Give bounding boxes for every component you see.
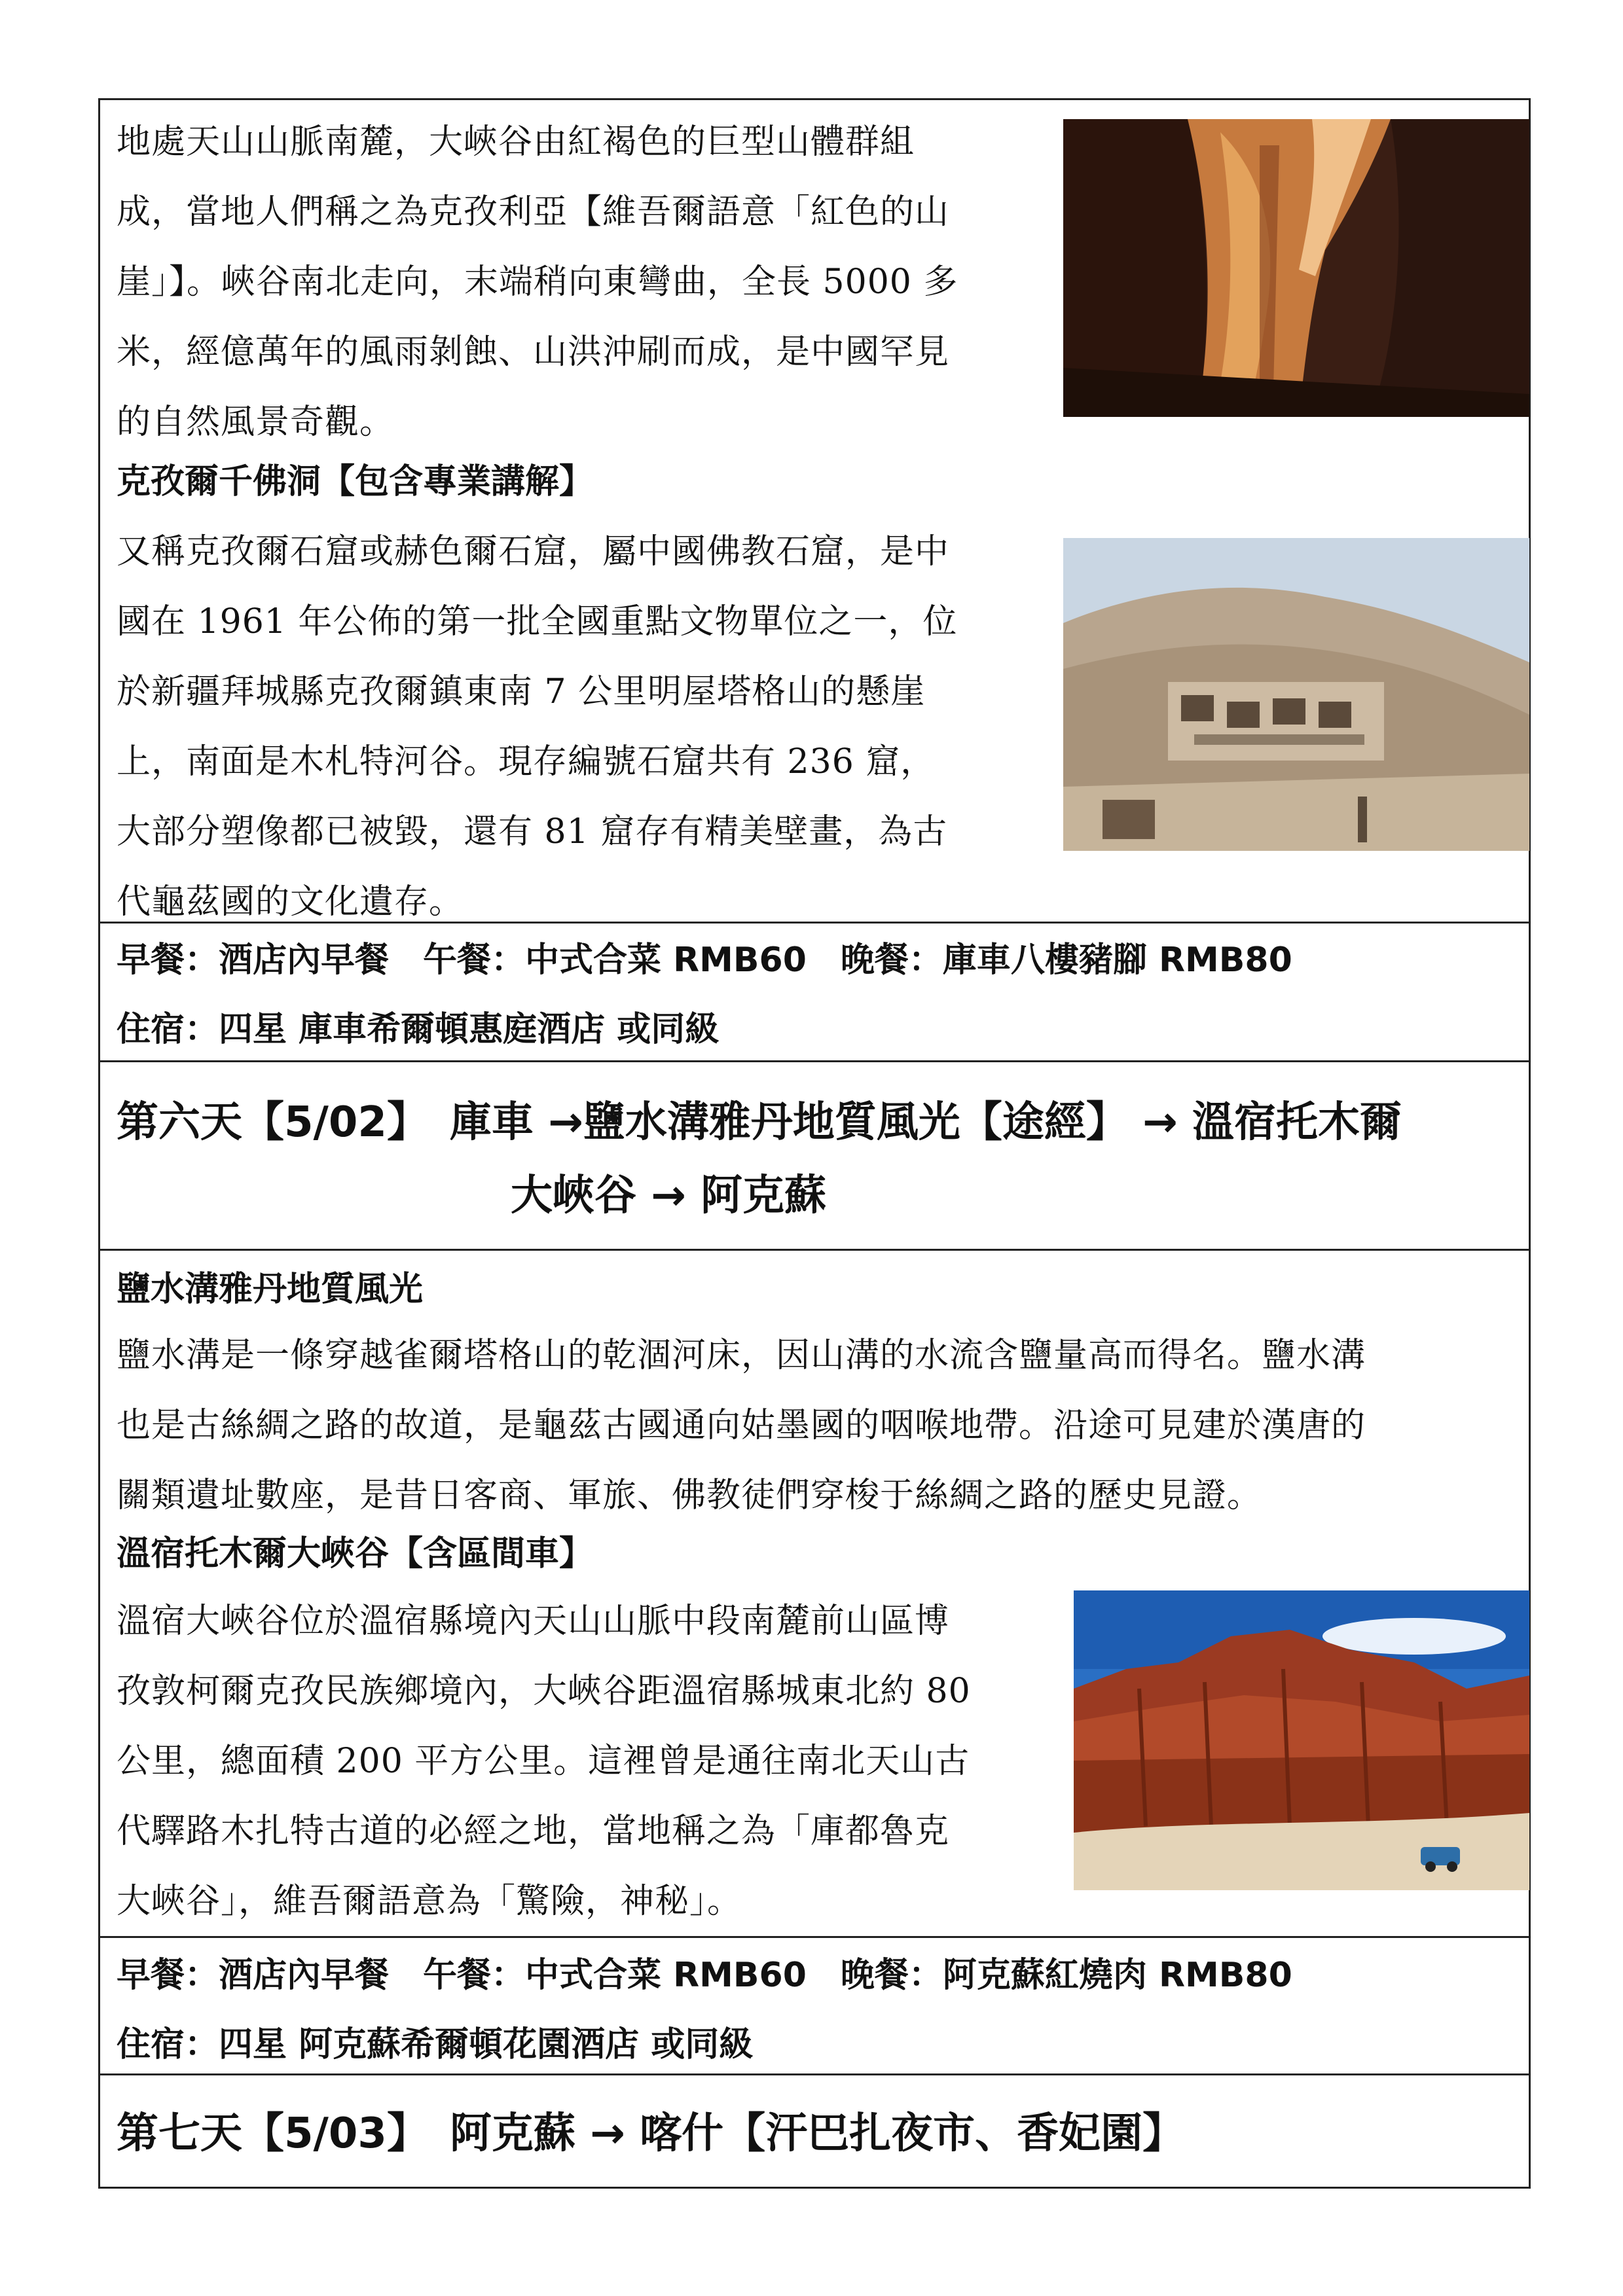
kizil-caves-heading: 克孜爾千佛洞【包含專業講解】 <box>117 462 594 501</box>
day6-title-continued: 大峽谷 → 阿克蘇 <box>511 1172 827 1220</box>
text-line: 大峽谷」，維吾爾語意為「驚險，神秘」。 <box>117 1882 742 1921</box>
text-line: 溫宿大峽谷位於溫宿縣境內天山山脈中段南麓前山區博 <box>117 1602 950 1641</box>
yardang-text <box>117 1321 1366 1531</box>
text-line: 孜敦柯爾克孜民族鄉境內，大峽谷距溫宿縣城東北約 80 <box>117 1672 971 1711</box>
text-line: 鹽水溝是一條穿越雀爾塔格山的乾涸河床，因山溝的水流含鹽量高而得名。鹽水溝 <box>117 1336 1366 1375</box>
text-line: 大部分塑像都已被毀，還有 81 窟存有精美壁畫，為古 <box>117 812 948 852</box>
kizil-caves-photo <box>1063 538 1529 851</box>
text-line: 又稱克孜爾石窟或赫色爾石窟，屬中國佛教石窟，是中 <box>117 532 950 571</box>
text-line: 地處天山山脈南麓，大峽谷由紅褐色的巨型山體群組 <box>117 122 915 162</box>
hotel-text: 住宿：四星 阿克蘇希爾頓花園酒店 或同級 <box>117 2025 754 2064</box>
wensu-canyon-photo <box>1074 1590 1529 1890</box>
red-canyon-photo <box>1063 119 1529 417</box>
meals-day6 <box>117 1941 1292 2079</box>
text-line: 崖」】。峽谷南北走向，末端稍向東彎曲，全長 5000 多 <box>117 262 958 302</box>
text-line: 米，經億萬年的風雨剝蝕、山洪沖刷而成，是中國罕見 <box>117 332 950 372</box>
text-line: 代驛路木扎特古道的必經之地，當地稱之為「庫都魯克 <box>117 1812 950 1851</box>
day7-title: 第七天【5/03】 阿克蘇 → 喀什【汗巴扎夜市、香妃園】 <box>117 2109 1185 2158</box>
text-line: 成，當地人們稱之為克孜利亞【維吾爾語意「紅色的山 <box>117 192 950 232</box>
wensu-canyon-heading: 溫宿托木爾大峽谷【含區間車】 <box>117 1534 594 1573</box>
hotel-text: 住宿：四星 庫車希爾頓惠庭酒店 或同級 <box>117 1010 720 1049</box>
text-line: 關類遺址數座，是昔日客商、軍旅、佛教徒們穿梭于絲綢之路的歷史見證。 <box>117 1476 1262 1515</box>
meals-text: 早餐：酒店內早餐 午餐：中式合菜 RMB60 晚餐：庫車八樓豬腳 RMB80 <box>117 941 1292 980</box>
kizil-caves-text <box>117 517 957 937</box>
text-line: 公里，總面積 200 平方公里。這裡曾是通往南北天山古 <box>117 1742 970 1781</box>
day6-title: 第六天【5/02】 庫車 →鹽水溝雅丹地質風光【途經】 → 溫宿托木爾 <box>117 1098 1402 1147</box>
canyon-intro-text <box>117 107 958 457</box>
wensu-canyon-text <box>117 1587 971 1937</box>
text-line: 的自然風景奇觀。 <box>117 403 395 442</box>
meals-text: 早餐：酒店內早餐 午餐：中式合菜 RMB60 晚餐：阿克蘇紅燒肉 RMB80 <box>117 1956 1292 1995</box>
row-divider <box>98 1249 1531 1251</box>
meals-day5 <box>117 925 1292 1064</box>
text-line: 也是古絲綢之路的故道，是龜茲古國通向姑墨國的咽喉地帶。沿途可見建於漢唐的 <box>117 1406 1366 1445</box>
text-line: 國在 1961 年公佈的第一批全國重點文物單位之一，位 <box>117 602 958 641</box>
text-line: 上，南面是木札特河谷。現存編號石窟共有 236 窟， <box>117 742 936 781</box>
text-line: 代龜茲國的文化遺存。 <box>117 882 464 922</box>
yardang-heading: 鹽水溝雅丹地質風光 <box>117 1270 424 1309</box>
text-line: 於新疆拜城縣克孜爾鎮東南 7 公里明屋塔格山的懸崖 <box>117 672 926 711</box>
